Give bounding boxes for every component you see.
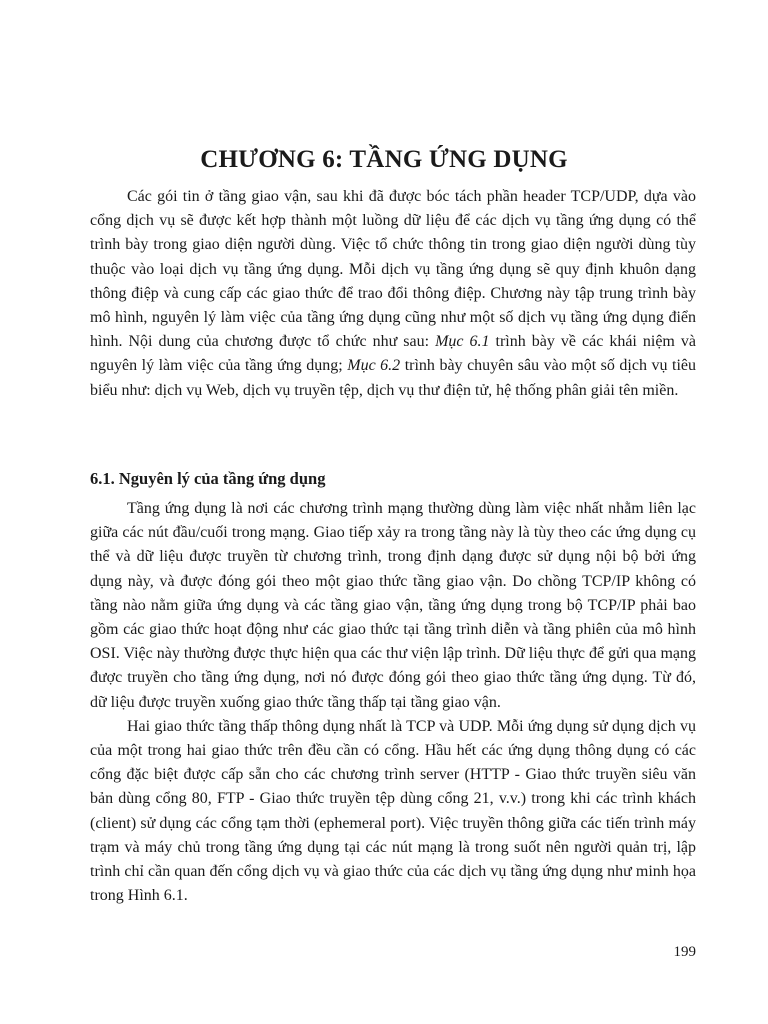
section-heading: 6.1. Nguyên lý của tầng ứng dụng [90, 469, 326, 488]
intro-text-1: Các gói tin ở tầng giao vận, sau khi đã được bóc tách phần header TCP/UDP, dựa vào cổng dịch vụ sẽ được kết hợp thành một luồng dữ liệu để các dịch vụ tầng ứng dụng có thể trình bày trong giao diện người dùng. Việc tổ chức thông tin trong giao diện người dùng tùy thuộc vào loại dịch vụ tầng ứng dụng. Mỗi dịch vụ tầng ứng dụng sẽ quy định khuôn dạng thông điệp và cung cấp các giao thức để trao đổi thông điệp. Chương này tập trung trình bày mô hình, nguyên lý làm việc của tầng ứng dụng cũng như một số dịch vụ tầng ứng dụng điển hình. Nội dung của chương được tổ chức như sau: [90, 188, 696, 351]
section-paragraph-2: Hai giao thức tầng thấp thông dụng nhất là TCP và UDP. Mỗi ứng dụng sử dụng dịch vụ của một trong hai giao thức trên đều cần có cổng. Hầu hết các ứng dụng thông dụng có các cổng đặc biệt được cấp sẵn cho các chương trình server (HTTP - Giao thức truyền siêu văn bản dùng cổng 80, FTP - Giao thức truyền tệp dùng cổng 21, v.v.) trong khi các trình khách (client) sử dụng các cổng tạm thời (ephemeral port). Việc truyền thông giữa các tiến trình máy trạm và máy chủ trong tầng ứng dụng tại các nút mạng là trong suốt nên người quản trị, lập trình chỉ cần quan đến cổng dịch vụ và giao thức của các dịch vụ tầng ứng dụng như minh họa trong Hình 6.1. [90, 717, 696, 905]
section-ref-6-2: Mục 6.2 [347, 357, 401, 375]
intro-text-3: trình bày chuyên sâu vào một số dịch vụ tiêu biểu như: dịch vụ Web, dịch vụ truyền tệp, dịch vụ thư điện tử, hệ thống phân giải tên miền. [90, 357, 697, 399]
intro-paragraph [90, 185, 696, 403]
intro-text-2: trình bày về các khái niệm và nguyên lý làm việc của tầng ứng dụng; [90, 333, 696, 375]
section-ref-6-1: Mục 6.1 [435, 333, 490, 351]
page-number: 199 [673, 944, 696, 960]
section-body [90, 497, 696, 908]
intro-section [90, 185, 696, 403]
section-paragraph-1: Tầng ứng dụng là nơi các chương trình mạng thường dùng làm việc nhất nhằm liên lạc giữa các nút đầu/cuối trong mạng. Giao tiếp xảy ra trong tầng này là tùy theo các ứng dụng cụ thể và dữ liệu được truyền từ chương trình, trong định dạng được sử dụng nội bộ bởi ứng dụng này, và được đóng gói theo một giao thức tầng giao vận. Do chồng TCP/IP không có tầng nào nằm giữa ứng dụng và các tầng giao vận, tầng ứng dụng trong bộ TCP/IP phải bao gồm các giao thức hoạt động như các giao thức tại tầng trình diễn và tầng phiên của mô hình OSI. Việc này thường được thực hiện qua các thư viện lập trình. Dữ liệu thực để gửi qua mạng được truyền cho tầng ứng dụng, nơi nó được đóng gói theo giao thức tầng ứng dụng. Từ đó, dữ liệu được truyền xuống giao thức tầng thấp tại tầng giao vận. [90, 500, 696, 711]
chapter-title: CHƯƠNG 6: TẦNG ỨNG DỤNG [200, 146, 568, 173]
